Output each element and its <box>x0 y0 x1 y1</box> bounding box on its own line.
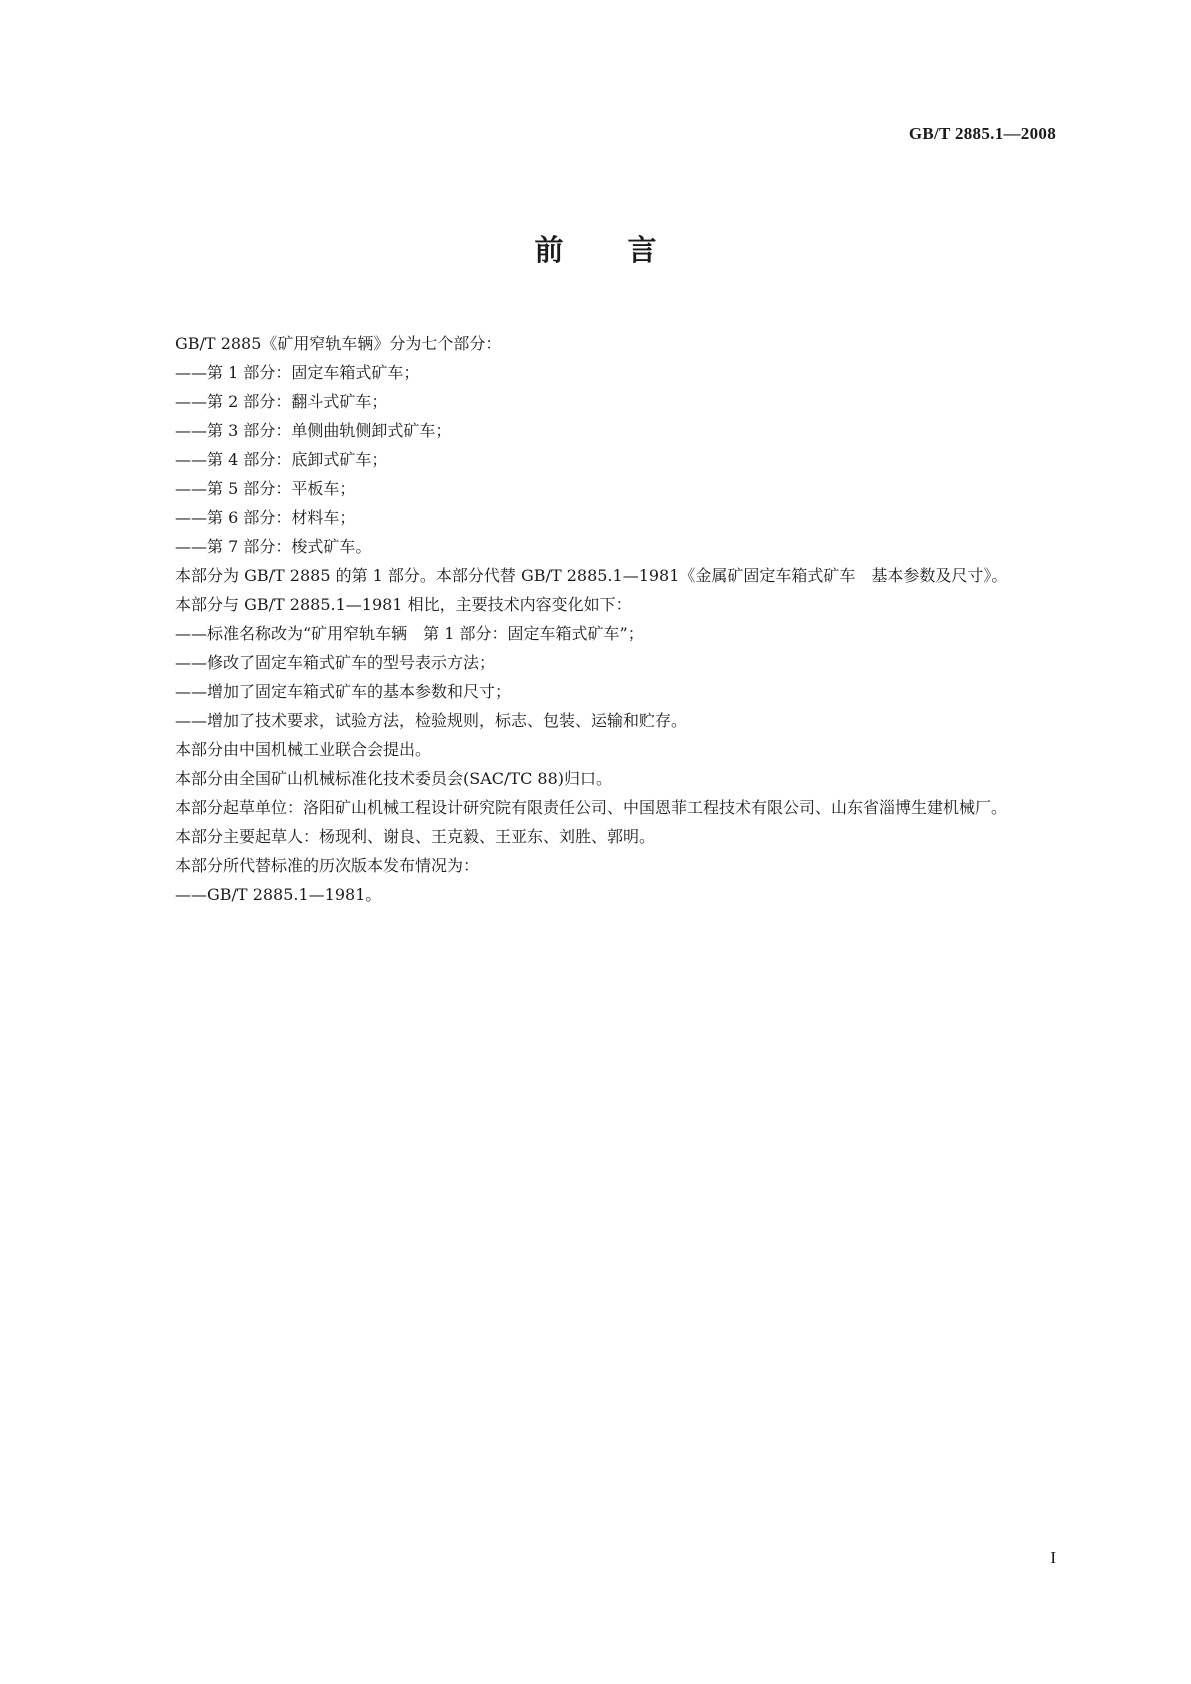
standard-code: GB/T 2885.1—2008 <box>908 124 1056 143</box>
intro-paragraph: GB/T 2885《矿用窄轨车辆》分为七个部分： <box>175 334 502 353</box>
history-item: ——GB/T 2885.1—1981。 <box>175 885 382 904</box>
drafters-paragraph: 本部分主要起草人：杨现利、谢良、王克毅、王亚东、刘胜、郭明。 <box>175 827 656 846</box>
part-item: ——第 3 部分：单侧曲轨侧卸式矿车； <box>175 421 452 440</box>
change-item: ——修改了固定车箱式矿车的型号表示方法； <box>175 653 496 672</box>
changes-intro-paragraph: 本部分与 GB/T 2885.1—1981 相比，主要技术内容变化如下： <box>175 595 632 614</box>
page-number: I <box>1050 1548 1056 1567</box>
history-intro-paragraph: 本部分所代替标准的历次版本发布情况为： <box>175 856 480 875</box>
change-item: ——增加了技术要求，试验方法，检验规则，标志、包装、运输和贮存。 <box>175 711 688 730</box>
change-item: ——增加了固定车箱式矿车的基本参数和尺寸； <box>175 682 512 701</box>
part-item: ——第 2 部分：翻斗式矿车； <box>175 392 388 411</box>
part-item: ——第 6 部分：材料车； <box>175 508 356 527</box>
drafting-units-paragraph: 本部分起草单位：洛阳矿山机械工程设计研究院有限责任公司、中国恩菲工程技术有限公司、山东省淄博生建机械厂。 <box>175 798 1008 817</box>
part-item: ——第 4 部分：底卸式矿车； <box>175 450 388 469</box>
replace-paragraph: 本部分为 GB/T 2885 的第 1 部分。本部分代替 GB/T 2885.1—1981《金属矿固定车箱式矿车 基本参数及尺寸》。 <box>175 566 1008 585</box>
centralized-by-paragraph: 本部分由全国矿山机械标准化技术委员会(SAC/TC 88)归口。 <box>175 769 612 788</box>
page-title: 前言 <box>534 233 721 267</box>
part-item: ——第 7 部分：梭式矿车。 <box>175 537 372 556</box>
proposed-by-paragraph: 本部分由中国机械工业联合会提出。 <box>175 740 432 759</box>
foreword-body <box>135 329 1056 909</box>
part-item: ——第 1 部分：固定车箱式矿车； <box>175 363 420 382</box>
part-item: ——第 5 部分：平板车； <box>175 479 356 498</box>
change-item: ——标准名称改为“矿用窄轨车辆 第 1 部分：固定车箱式矿车”； <box>175 624 644 643</box>
